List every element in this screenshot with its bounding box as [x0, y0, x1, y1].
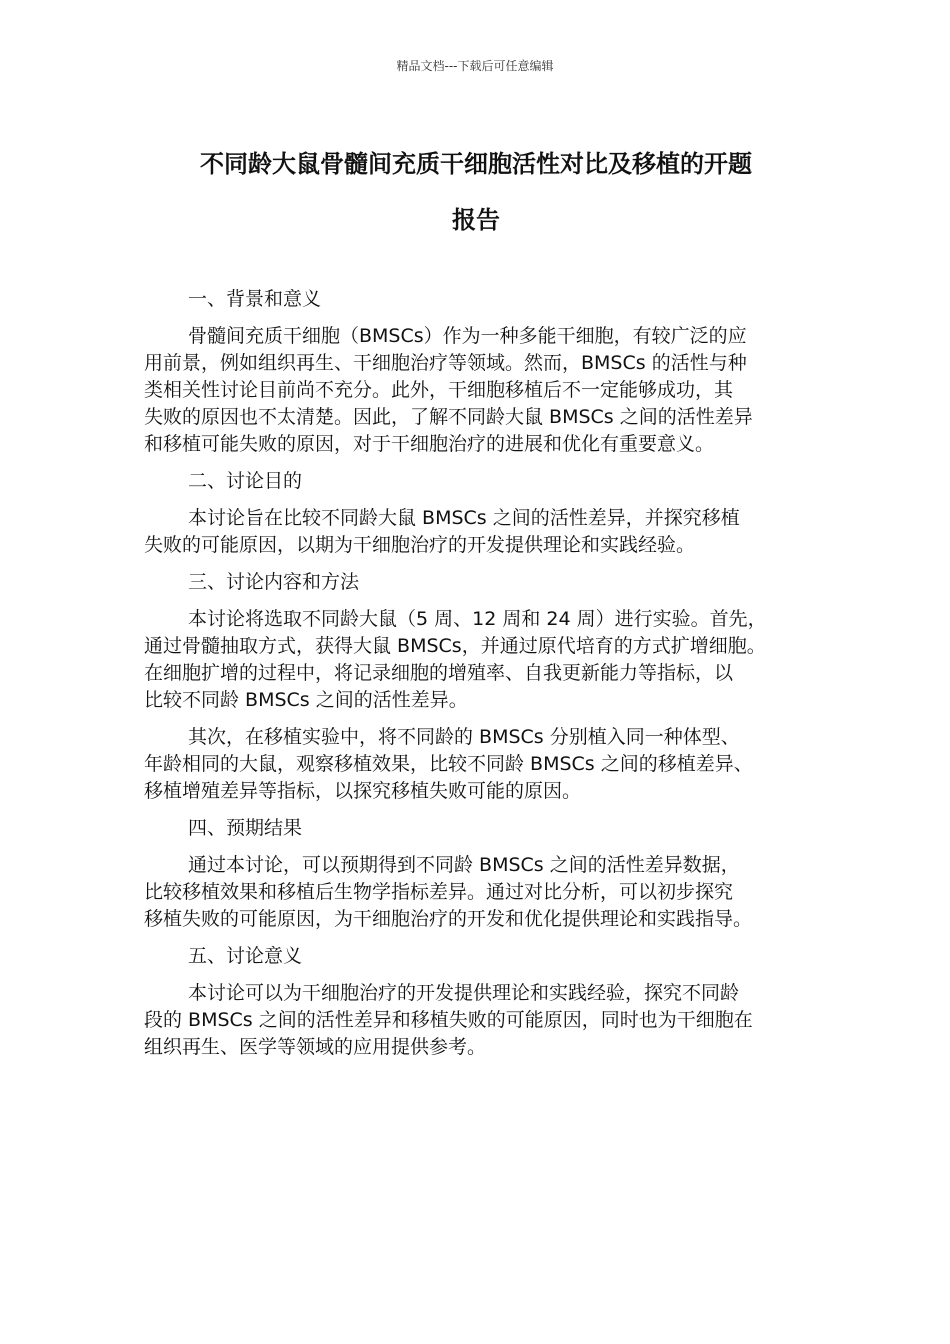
document-body: [144, 136, 808, 1071]
paragraph: [144, 724, 808, 805]
text-line: 本讨论将选取不同龄大鼠（5 周、12 周和 24 周）进行实验。首先，: [188, 608, 767, 630]
section-heading: 五、讨论意义: [188, 945, 303, 967]
section-heading: 四、预期结果: [188, 817, 303, 839]
section-purpose: [144, 468, 808, 559]
text-line: 移植增殖差异等指标，以探究移植失败可能的原因。: [144, 780, 582, 802]
text-line: 类相关性讨论目前尚不充分。此外，干细胞移植后不一定能够成功，其: [144, 379, 734, 401]
text-line: 年龄相同的大鼠，观察移植效果，比较不同龄 BMSCs 之间的移植差异、: [144, 753, 753, 775]
document-title: [144, 136, 808, 248]
section-methods: [144, 569, 808, 805]
text-line: 骨髓间充质干细胞（BMSCs）作为一种多能干细胞，有较广泛的应: [188, 325, 747, 347]
text-line: 和移植可能失败的原因，对于干细胞治疗的进展和优化有重要意义。: [144, 433, 715, 455]
text-line: 其次，在移植实验中，将不同龄的 BMSCs 分别植入同一种体型、: [188, 726, 740, 748]
section-heading: 一、背景和意义: [188, 288, 322, 310]
text-line: 段的 BMSCs 之间的活性差异和移植失败的可能原因，同时也为干细胞在: [144, 1009, 753, 1031]
section-expected-results: [144, 815, 808, 933]
title-line-1: 不同龄大鼠骨髓间充质干细胞活性对比及移植的开题: [200, 150, 752, 178]
text-line: 比较不同龄 BMSCs 之间的活性差异。: [144, 689, 468, 711]
paragraph: [144, 505, 808, 559]
section-heading: 三、讨论内容和方法: [188, 571, 360, 593]
paragraph: [144, 980, 808, 1061]
section-significance: [144, 943, 808, 1061]
title-line-2: 报告: [452, 206, 500, 234]
paragraph: [144, 606, 808, 714]
text-line: 失败的原因也不太清楚。因此，了解不同龄大鼠 BMSCs 之间的活性差异: [144, 406, 753, 428]
text-line: 在细胞扩增的过程中，将记录细胞的增殖率、自我更新能力等指标，以: [144, 662, 734, 684]
header-note: 精品文档---下载后可任意编辑: [396, 59, 554, 73]
text-line: 通过骨髓抽取方式，获得大鼠 BMSCs，并通过原代培育的方式扩增细胞。: [144, 635, 766, 657]
text-line: 本讨论可以为干细胞治疗的开发提供理论和实践经验，探究不同龄: [188, 982, 740, 1004]
section-heading: 二、讨论目的: [188, 470, 303, 492]
section-background: [144, 286, 808, 458]
paragraph: [144, 852, 808, 933]
text-line: 通过本讨论，可以预期得到不同龄 BMSCs 之间的活性差异数据，: [188, 854, 740, 876]
paragraph: [144, 323, 808, 458]
text-line: 比较移植效果和移植后生物学指标差异。通过对比分析，可以初步探究: [144, 881, 734, 903]
text-line: 移植失败的可能原因，为干细胞治疗的开发和优化提供理论和实践指导。: [144, 908, 753, 930]
text-line: 失败的可能原因，以期为干细胞治疗的开发提供理论和实践经验。: [144, 534, 696, 556]
text-line: 组织再生、医学等领域的应用提供参考。: [144, 1036, 487, 1058]
text-line: 用前景，例如组织再生、干细胞治疗等领域。然而，BMSCs 的活性与种: [144, 352, 747, 374]
text-line: 本讨论旨在比较不同龄大鼠 BMSCs 之间的活性差异，并探究移植: [188, 507, 740, 529]
